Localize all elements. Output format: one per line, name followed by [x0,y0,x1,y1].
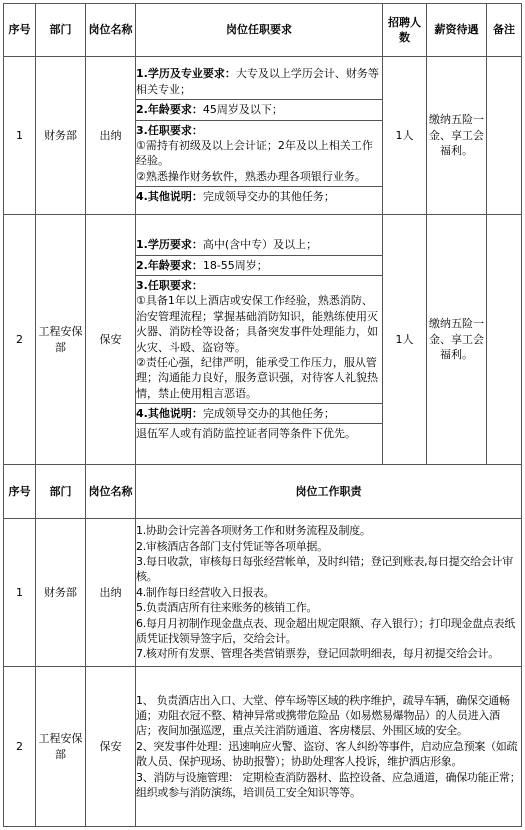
divider [136,275,383,276]
req-text: 大专及以上学历会计、财务等相关专业； [136,67,379,96]
table-row [4,519,522,667]
row-salary: 缴纳五险一金、享工会福利。 [427,57,487,215]
divider [136,423,383,424]
req-label: 3.任职要求： [136,123,203,137]
row-seq: 2 [4,215,36,465]
req-line [136,189,382,204]
row-position: 保安 [86,667,136,827]
row-salary: 缴纳五险一金、享工会福利。 [427,215,487,465]
duty-line: 1、 负责酒店出入口、大堂、停车场等区域的秩序维护，疏导车辆，确保交通畅通；劝阻衣冠不整、精神异常或携带危险品（如易燃易爆物品）的人员进入酒店；夜间加强巡逻，重点关注消防通道、客房楼层、外围区域的安全。 [136,693,510,738]
header-position: 岗位名称 [86,465,136,519]
req-line [136,123,382,138]
duty-line: 2.审核酒店各部门支付凭证等各项单据。 [136,539,328,553]
duty-line: 2、突发事件处理：迅速响应火警、盗窃、客人纠纷等事件，启动应急预案（如疏散人员、保护现场、协助报警）；协助处理客人投诉，维护酒店形象。 [136,739,518,769]
req-line [136,406,382,421]
header-requirements: 岗位任职要求 [136,4,383,57]
req-text: 45周岁及以下； [202,103,283,117]
row-duties [136,519,522,667]
req-line: 退伍军人或有消防监控证者同等条件下优先。 [136,427,356,441]
row-position: 出纳 [86,519,136,667]
row-dept: 财务部 [36,519,86,667]
req-text: 18-55周岁； [202,258,268,272]
req-text: 完成领导交办的其他任务； [202,190,335,204]
divider [136,120,383,121]
req-line: ②熟悉操作财务软件，熟悉办理各项银行业务。 [136,169,366,183]
header-headcount: 招聘人数 [383,4,427,57]
table-row [4,667,522,827]
duty-line: 3、消防与设施管理： 定期检查消防器材、监控设备、应急通道，确保功能正常；组织或参与消防演练，培训员工安全知识等等。 [136,770,521,799]
row-dept: 工程安保部 [36,667,86,827]
divider [136,186,383,187]
header-position: 岗位名称 [86,4,136,57]
duty-line: 4.制作每日经营收入日报表。 [136,585,275,599]
req-label: 3.任职要求： [136,278,203,292]
header-row [4,4,522,57]
header-duties: 岗位工作职责 [136,465,522,519]
req-text: 完成领导交办的其他任务； [202,407,335,421]
divider [136,255,383,256]
req-line [136,237,382,252]
req-label: 2.年龄要求： [136,103,203,117]
row-headcount: 1人 [383,215,427,465]
req-line [136,278,382,293]
row-seq: 1 [4,519,36,667]
duty-line: 5.负责酒店所有往来账务的核销工作。 [136,601,318,615]
duty-line: 1.协助会计完善各项财务工作和财务流程及制度。 [136,524,371,538]
table-row [4,215,522,465]
row-headcount: 1人 [383,57,427,215]
row-dept: 财务部 [36,57,86,215]
row-seq: 1 [4,57,36,215]
req-line [136,258,382,273]
header-seq: 序号 [4,4,36,57]
row-requirements [136,57,383,215]
row-position: 保安 [86,215,136,465]
row-seq: 2 [4,667,36,827]
row-notes [487,57,522,215]
req-label: 4.其他说明： [136,190,203,204]
req-line: ①具备1年以上酒店或安保工作经验，熟悉消防、治安管理流程；掌握基础消防知识，能熟练使用灭火器、消防栓等设备；具备突发事件处理能力，如火灾、斗殴、盗窃等。 [136,294,378,354]
req-label: 2.年龄要求： [136,258,203,272]
req-text: 高中(含中专）及以上； [202,238,318,252]
table-row [4,57,522,215]
row-dept: 工程安保部 [36,215,86,465]
row-duties [136,667,522,827]
row-requirements [136,215,383,465]
row-position: 出纳 [86,57,136,215]
header-salary: 薪资待遇 [427,4,487,57]
req-label: 4.其他说明： [136,407,203,421]
divider [136,403,383,404]
duty-line: 3.每日收款，审核每日每张经营帐单，及时纠错；登记到账表,每日提交给会计审核。 [136,555,513,584]
divider [136,99,383,100]
req-line: ①需持有初级及以上会计证；2年及以上相关工作经验。 [136,139,373,168]
duty-line: 6.每月月初制作现金盘点表、现金超出规定限额、存入银行）；打印现金盘点表纸质凭证找领导签字后，交给会计。 [136,616,515,645]
duty-line: 7.核对所有发票、管理各类营销票券，登记回款明细表，每月初提交给会计。 [136,647,499,661]
duties-header-row [4,465,522,519]
header-dept: 部门 [36,4,86,57]
req-line [136,102,382,117]
req-line [136,66,382,97]
row-notes [487,215,522,465]
recruitment-table [3,3,522,827]
req-label: 1.学历及专业要求： [136,67,236,81]
header-dept: 部门 [36,465,86,519]
header-notes: 备注 [487,4,522,57]
req-line: ②责任心强，纪律严明，能承受工作压力，服从管理；沟通能力良好，服务意识强，对待客人礼貌热情，禁止使用粗言恶语。 [136,355,378,400]
req-label: 1.学历要求： [136,238,203,252]
header-seq: 序号 [4,465,36,519]
